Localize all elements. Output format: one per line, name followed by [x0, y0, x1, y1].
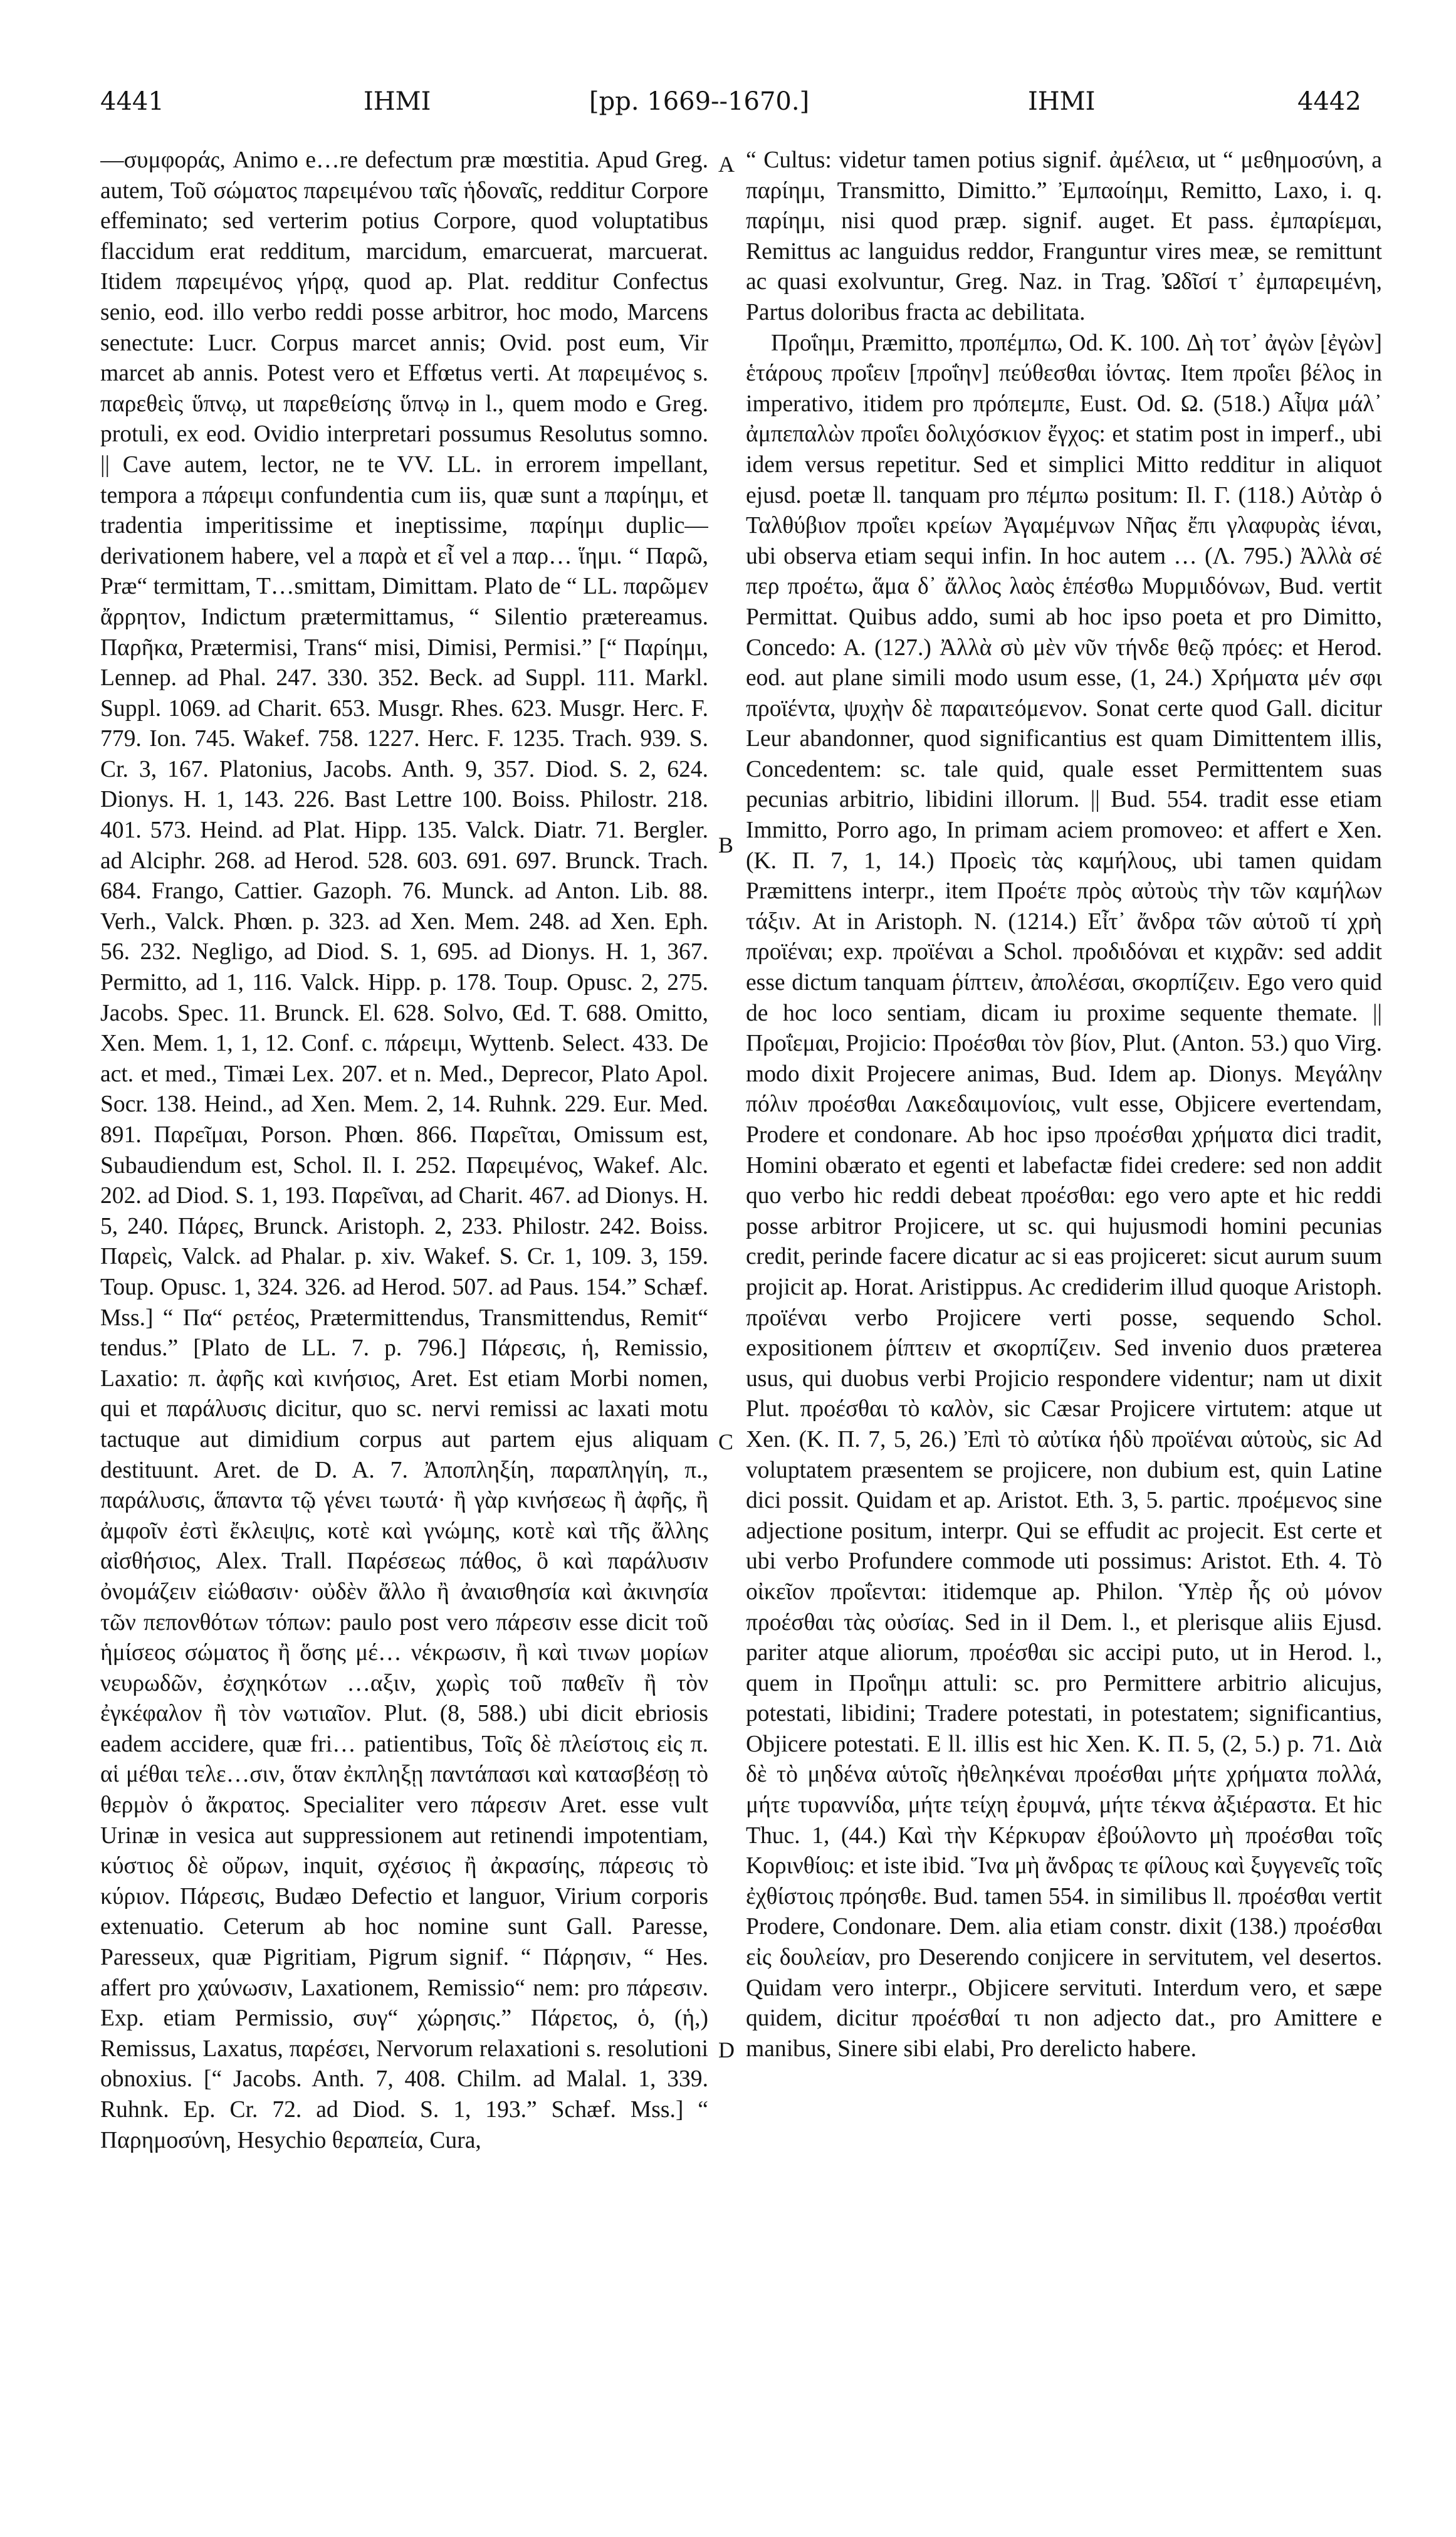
right-running-head: ΙΗΜΙ	[1028, 87, 1096, 116]
margin-letter-a: A	[718, 152, 735, 177]
margin-letter-d: D	[718, 2037, 735, 2062]
right-column-paragraph: “ Cultus: videtur tamen potius signif. ἀμέλεια, ut “ μεθημοσύνη, a παρίημι, Transmitto, Dimitto.” Ἐμπαοίημι, Remitto, Laxo, i. q. παρίημι, nisi quod præp. signif. auget. Et pass. ἐμπαρίεμαι, Remittus ac languidus reddor, Franguntur vires meæ, se remittunt ac quasi exolvuntur, Greg. Naz. in Trag. Ὠδῖσί τ᾽ ἐμπαρειμένη, Partus doloribus fracta ac debilitata.	[746, 147, 1382, 325]
left-page-number: 4441	[100, 87, 164, 116]
right-page-number: 4442	[1297, 87, 1361, 116]
left-column-paragraph: —συμφοράς, Animo e…re defectum præ mœstitia. Apud Greg. autem, Τοῦ σώματος παρειμένου ταῖς ἡδοναῖς, redditur Corpore effeminato; sed verterim potius Corpore, quod voluptatibus flaccidum erat redditum, marcidum, emarcuerat, marcuerat. Itidem παρειμένος γήρᾳ, quod ap. Plat. redditur Confectus senio, eod. illo verbo reddi posse arbitror, hoc modo, Marcens senectute: Lucr. Corpus marcet annis; Ovid. post eum, Vir marcet ab annis. Potest vero et Effœtus verti. At παρειμένος s. παρεθεὶς ὕπνῳ, ut παρεθείσης ὕπνῳ in l., quem modo e Greg. protuli, ex eod. Ovidio interpretari possumus Resolutus somno. || Cave autem, lector, ne te VV. LL. in errorem impellant, tempora a πάρειμι confundentia cum iis, quæ sunt a παρίημι, et tradentia imperitissime et ineptissime, παρίημι duplic— derivationem habere, vel a παρὰ et εἶ vel a παρ… ἵημι. “ Παρῶ, Præ“ termittam, T…smittam, Dimittam. Plato de “ LL. παρῶμεν ἄρρητον, Indictum prætermittamus, “ Silentio prætereamus. Παρῆκα, Prætermisi, Trans“ misi, Dimisi, Permisi.” [“ Παρίημι, Lennep. ad Phal. 247. 330. 352. Beck. ad Suppl. 111. Markl. Suppl. 1069. ad Charit. 653. Musgr. Rhes. 623. Musgr. Herc. F. 779. Ion. 745. Wakef. 758. 1227. Herc. F. 1235. Trach. 939. S. Cr. 3, 167. Platonius, Jacobs. Anth. 9, 357. Diod. S. 2, 624. Dionys. H. 1, 143. 226. Bast Lettre 100. Boiss. Philostr. 218. 401. 573. Heind. ad Plat. Hipp. 135. Valck. Diatr. 71. Bergler. ad Alciphr. 268. ad Herod. 528. 603. 691. 697. Brunck. Trach. 684. Frango, Cattier. Gazoph. 76. Munck. ad Anton. Lib. 88. Verh., Valck. Phœn. p. 323. ad Xen. Mem. 248. ad Xen. Eph. 56. 232. Negligo, ad Diod. S. 1, 695. ad Dionys. H. 1, 367. Permitto, ad 1, 116. Valck. Hipp. p. 178. Toup. Opusc. 2, 275. Jacobs. Spec. 11. Brunck. El. 628. Solvo, Œd. T. 688. Omitto, Xen. Mem. 1, 1, 12. Conf. c. πάρειμι, Wyttenb. Select. 433. De act. et med., Timæi Lex. 207. et n. Med., Deprecor, Plato Apol. Socr. 138. Heind., ad Xen. Mem. 2, 14. Ruhnk. 229. Eur. Med. 891. Παρεῖμαι, Porson. Phœn. 866. Παρεῖται, Omissum est, Subaudiendum est, Schol. Il. I. 252. Παρειμένος, Wakef. Alc. 202. ad Diod. S. 1, 193. Παρεῖναι, ad Charit. 467. ad Dionys. H. 5, 240. Πάρες, Brunck. Aristoph. 2, 233. Philostr. 242. Boiss. Παρεὶς, Valck. ad Phalar. p. xiv. Wakef. S. Cr. 1, 109. 3, 159. Toup. Opusc. 1, 324. 326. ad Herod. 507. ad Paus. 154.” Schæf. Mss.] “ Πα“ ρετέος, Prætermittendus, Transmittendus, Remit“ tendus.” [Plato de LL. 7. p. 796.] Πάρεσις, ἡ, Remissio, Laxatio: π. ἀφῆς καὶ κινήσιος, Aret. Est etiam Morbi nomen, qui et παράλυσις dicitur, quo sc. nervi remissi ac laxati motu tactuque aut dimidium corpus aut partem ejus aliquam destituunt. Aret. de D. A. 7. Ἀποπληξίη, παραπληγίη, π., παράλυσις, ἅπαντα τῷ γένει τωυτά· ἢ γὰρ κινήσεως ἢ ἀφῆς, ἢ ἀμφοῖν ἐστὶ ἔκλειψις, κοτὲ καὶ γνώμης, κοτὲ καὶ τῆς ἄλλης αἰσθήσιος, Alex. Trall. Παρέσεως πάθος, ὃ καὶ παράλυσιν ὀνομάζειν εἰώθασιν· οὐδὲν ἄλλο ἢ ἀναισθησία καὶ ἀκινησία τῶν πεπονθότων τόπων: paulo post vero πάρεσιν esse dicit τοῦ ἡμίσεος σώματος ἢ ὅσης μέ… νέκρωσιν, ἢ καὶ τινων μορίων νευρωδῶν, ἐσχηκότων …αξιν, χωρὶς τοῦ παθεῖν ἢ τὸν ἐγκέφαλον ἢ τὸν νωτιαῖον. Plut. (8, 588.) ubi dicit ebriosis eadem accidere, quæ fri… patientibus, Τοῖς δὲ πλείστοις εἰς π. αἱ μέθαι τελε…σιν, ὅταν ἐκπληξῃ παντάπασι καὶ κατασβέσῃ τὸ θερμὸν ὁ ἄκρατος. Specialiter vero πάρεσιν Aret. esse vult Urinæ in vesica aut suppressionem aut retinendi impotentiam, κύστιος δὲ οὔρων, inquit, σχέσιος ἢ ἀκρασίης, πάρεσις τὸ κύριον. Πάρεσις, Budæo Defectio et languor, Virium corporis extenuatio. Ceterum ab hoc nomine sunt Gall. Paresse, Paresseux, quæ Pigritiam, Pigrum signif. “ Πάρησιν, “ Hes. affert pro χαύνωσιν, Laxationem, Remissio“ nem: pro πάρεσιν. Exp. etiam Permissio, συγ“ χώρησις.” Πάρετος, ὁ, (ἡ,) Remissus, Laxatus, παρέσει, Nervorum relaxationi s. resolutioni obnoxius. [“ Jacobs. Anth. 7, 408. Chilm. ad Malal. 1, 339. Ruhnk. Ep. Cr. 72. ad Diod. S. 1, 193.” Schæf. Mss.] “ Παρημοσύνη, Hesychio θεραπεία, Cura,	[100, 147, 708, 2153]
margin-letter-c: C	[718, 1429, 734, 1454]
left-running-head: ΙΗΜΙ	[364, 87, 431, 116]
margin-letter-b: B	[718, 833, 734, 858]
page-reference: [pp. 1669--1670.]	[589, 87, 810, 116]
right-column-paragraph: Προΐημι, Præmitto, προπέμπω, Od. K. 100. Δὴ τοτ᾽ ἀγὼν [ἐγὼν] ἑτάρους προΐειν [προΐην] πεύθεσθαι ἰόντας. Item προΐει βέλος in imperativo, itidem pro πρόπεμπε, Eust. Od. Ω. (518.) Αἶψα μάλ᾽ ἀμπεπαλὼν προΐει δολιχόσκιον ἔγχος: et statim post in imperf., ubi idem versus repetitur. Sed et simplici Mitto redditur in aliquot ejusd. poetæ ll. tanquam pro πέμπω positum: Il. Γ. (118.) Αὐτὰρ ὁ Ταλθύβιον προΐει κρείων Ἀγαμέμνων Νῆας ἔπι γλαφυρὰς ἰέναι, ubi observa etiam sequi infin. In hoc autem … (Λ. 795.) Ἀλλὰ σέ περ προέτω, ἅμα δ᾽ ἄλλος λαὸς ἑπέσθω Μυρμιδόνων, Bud. vertit Permittat. Quibus addo, sumi ab hoc ipso poeta et pro Dimitto, Concedo: A. (127.) Ἀλλὰ σὺ μὲν νῦν τήνδε θεῷ πρόες: et Herod. eod. aut plane simili modo usum esse, (1, 24.) Χρήματα μέν σφι προϊέντα, ψυχὴν δὲ παραιτεόμενον. Sonat certe quod Gall. dicitur Leur abandonner, quod significantius est quam Dimittentem illis, Concedentem: sc. tale quid, quale esset Permittentem suas pecunias arbitrio, libidini illorum. || Bud. 554. tradit esse etiam Immitto, Porro ago, In primam aciem promoveo: et affert e Xen. (K. Π. 7, 1, 14.) Προεὶς τὰς καμήλους, ubi tamen quidam Præmittens interpr., item Προέτε πρὸς αὐτοὺς τὴν τῶν καμήλων τάξιν. At in Aristoph. N. (1214.) Εἶτ᾽ ἄνδρα τῶν αὑτοῦ τί χρὴ προϊέναι; exp. προϊέναι a Schol. προδιδόναι et κιχρᾶν: sed addit esse dictum tanquam ῥίπτειν, ἀπολέσαι, σκορπίζειν. Ego vero quid de hoc loco sentiam, dicam iu proxime sequente themate. || Προΐεμαι, Projicio: Προέσθαι τὸν βίον, Plut. (Anton. 53.) quo Virg. modo dixit Projecere animas, Bud. Idem ap. Dionys. Μεγάλην πόλιν προέσθαι Λακεδαιμονίοις, vult esse, Objicere evertendam, Prodere et condonare. Ab hoc ipso προέσθαι χρήματα dici tradit, Homini obærato et egenti et labefactæ fidei credere: sed non addit quo verbo hic reddi debeat προέσθαι: ego vero apte et hic reddi posse arbitror Projicere, ut sc. qui hujusmodi homini pecunias credit, perinde facere dicatur ac si eas projiceret: sicut aurum suum projicit ap. Horat. Aristippus. Ac crediderim illud quoque Aristoph. προϊέναι verbo Projicere verti posse, sequendo Schol. expositionem ῥίπτειν et σκορπίζειν. Sed invenio duos præterea usus, qui duobus verbi Projicio respondere videntur; nam ut dixit Plut. προέσθαι τὸ καλὸν, sic Cæsar Projicere virtutem: atque ut Xen. (K. Π. 7, 5, 26.) Ἐπὶ τὸ αὐτίκα ἡδὺ προϊέναι αὑτοὺς, sic Ad voluptatem præsentem se projicere, non dubium est, quin Latine dici possit. Quidam et ap. Aristot. Eth. 3, 5. partic. προέμενος sine adjectione positum, interpr. Qui se effudit ac projecit. Est certe et ubi verbo Profundere commode uti possimus: Aristot. Eth. 4. Τὸ οἰκεῖον προΐενται: itidemque ap. Philon. Ὑπὲρ ἧς οὐ μόνον προέσθαι τὰς οὐσίας. Sed in il Dem. l., et plerisque aliis Ejusd. pariter atque aliorum, προέσθαι sic accipi puto, ut in Herod. l., quem in Προΐημι attuli: sc. pro Permittere arbitrio alicujus, potestati, libidini; Tradere potestati, in potestatem; significantius, Objicere potestati. E ll. illis est hic Xen. K. Π. 5, (2, 5.) p. 71. Διὰ δὲ τὸ μηδένα αὑτοῖς ἠθεληκέναι προέσθαι μήτε χρήματα πολλά, μήτε τυραννίδα, μήτε τείχη ἐρυμνά, μήτε τέκνα ἀξιέραστα. Et hic Thuc. 1, (44.) Καὶ τὴν Κέρκυραν ἐβούλοντο μὴ προέσθαι τοῖς Κορινθίοις: et iste ibid. Ἵνα μὴ ἄνδρας τε φίλους καὶ ξυγγενεῖς τοῖς ἐχθίστοις πρόησθε. Bud. tamen 554. in similibus ll. προέσθαι vertit Prodere, Condonare. Dem. alia etiam constr. dixit (138.) προέσθαι εἰς δουλείαν, pro Deserendo conjicere in servitutem, vel desertos. Quidam vero interpr., Objicere servituti. Interdum vero, et sæpe quidem, dicitur προέσθαί τι non adjecto dat., pro Amittere e manibus, Sinere sibi elabi, Pro derelicto habere.	[746, 330, 1382, 2062]
right-column	[746, 145, 1382, 2459]
left-column	[100, 145, 708, 2459]
